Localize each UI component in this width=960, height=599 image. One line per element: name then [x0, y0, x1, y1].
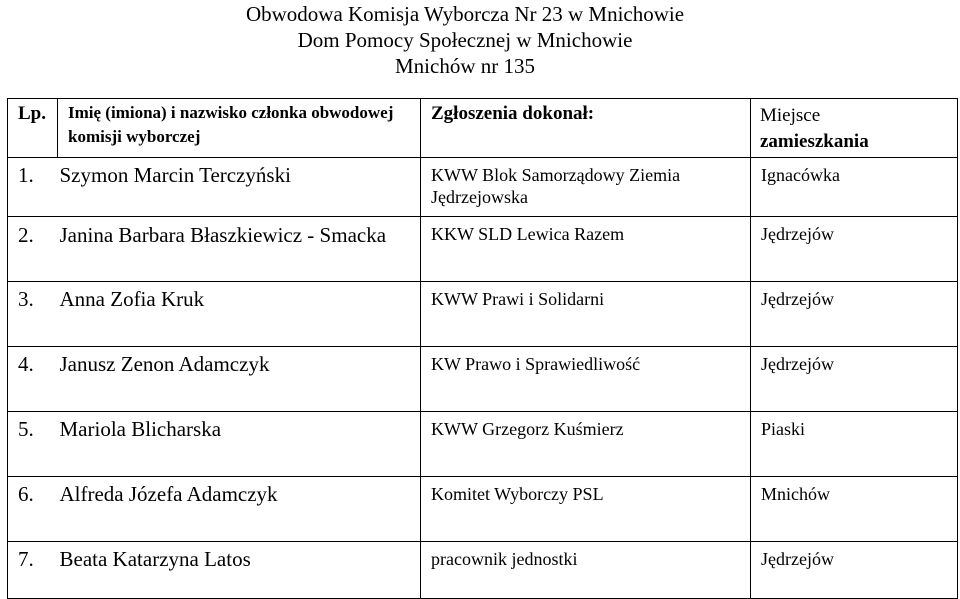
row-number: 5.	[8, 412, 58, 477]
residence: Piaski	[751, 412, 958, 477]
column-header-residence	[751, 99, 958, 158]
column-header-name: Imię (imiona) i nazwisko członka obwodowej komisji wyborczej	[58, 99, 421, 158]
member-name: Janusz Zenon Adamczyk	[58, 347, 421, 412]
submitted-by: KWW Blok Samorządowy Ziemia Jędrzejowska	[421, 158, 751, 217]
committee-members-table	[7, 98, 958, 599]
row-number: 7.	[8, 542, 58, 599]
table-header-row	[8, 99, 958, 158]
table-row	[8, 412, 958, 477]
column-header-residence-line2: zamieszkania	[760, 131, 869, 152]
column-header-submitted-by: Zgłoszenia dokonał:	[421, 99, 751, 158]
column-header-lp: Lp.	[8, 99, 58, 158]
table-row	[8, 542, 958, 599]
header-committee-name: Obwodowa Komisja Wyborcza Nr 23 w Mnichowie	[245, 2, 685, 26]
table-row	[8, 158, 958, 217]
member-name: Anna Zofia Kruk	[58, 282, 421, 347]
member-name: Alfreda Józefa Adamczyk	[58, 477, 421, 542]
member-name: Mariola Blicharska	[58, 412, 421, 477]
member-name: Beata Katarzyna Latos	[58, 542, 421, 599]
submitted-by: KWW Grzegorz Kuśmierz	[421, 412, 751, 477]
residence: Jędrzejów	[751, 217, 958, 282]
table-row	[8, 477, 958, 542]
row-number: 1.	[8, 158, 58, 217]
document-header	[0, 0, 930, 79]
submitted-by: KKW SLD Lewica Razem	[421, 217, 751, 282]
member-name: Szymon Marcin Terczyński	[58, 158, 421, 217]
submitted-by: Komitet Wyborczy PSL	[421, 477, 751, 542]
table-row	[8, 282, 958, 347]
submitted-by: pracownik jednostki	[421, 542, 751, 599]
residence: Jędrzejów	[751, 542, 958, 599]
row-number: 2.	[8, 217, 58, 282]
row-number: 3.	[8, 282, 58, 347]
row-number: 6.	[8, 477, 58, 542]
residence: Jędrzejów	[751, 282, 958, 347]
residence: Jędrzejów	[751, 347, 958, 412]
column-header-residence-line1: Miejsce	[760, 105, 821, 126]
row-number: 4.	[8, 347, 58, 412]
member-name: Janina Barbara Błaszkiewicz - Smacka	[58, 217, 421, 282]
header-address: Mnichów nr 135	[395, 54, 535, 78]
table-row	[8, 347, 958, 412]
residence: Ignacówka	[751, 158, 958, 217]
table-row	[8, 217, 958, 282]
submitted-by: KW Prawo i Sprawiedliwość	[421, 347, 751, 412]
header-location: Dom Pomocy Społecznej w Mnichowie	[297, 28, 633, 52]
residence: Mnichów	[751, 477, 958, 542]
submitted-by: KWW Prawi i Solidarni	[421, 282, 751, 347]
